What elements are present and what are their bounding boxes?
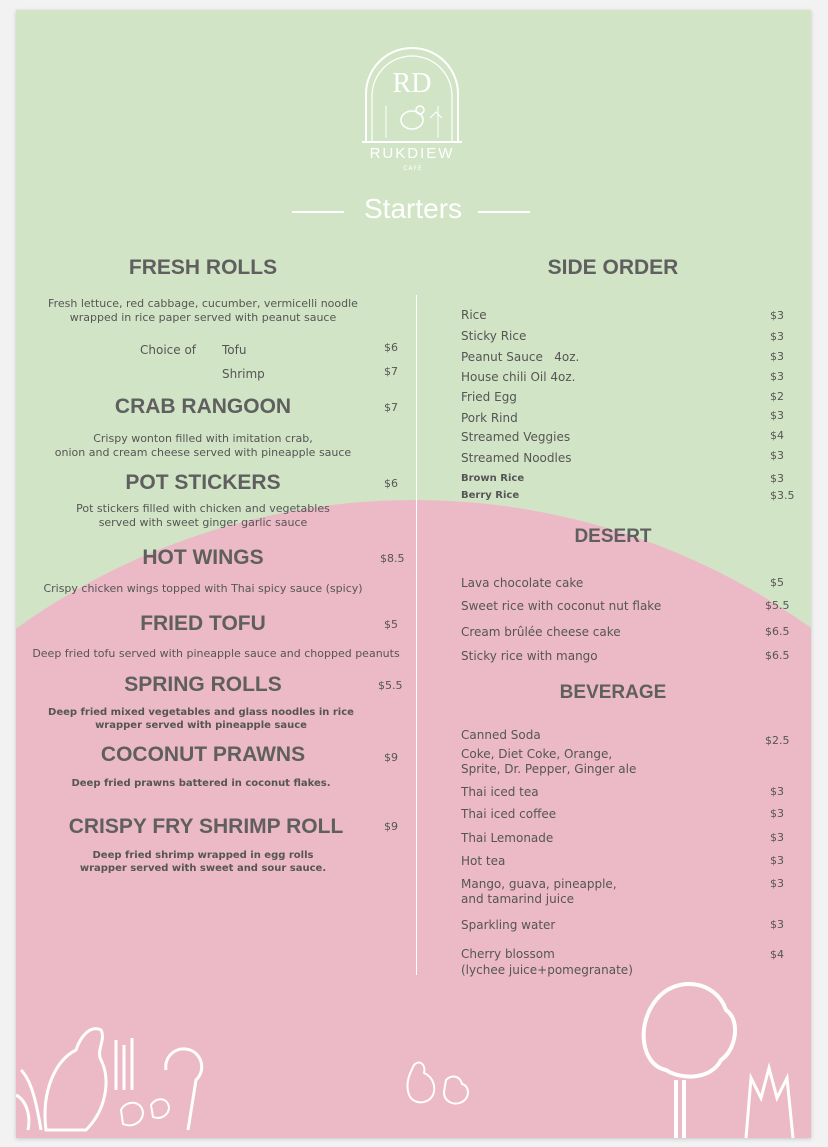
fresh-rolls-desc-line2: wrapped in rice paper served with peanut sauce [69,311,337,324]
side-item-name: Berry Rice [461,490,520,501]
side-item-name: Rice [461,308,487,322]
pot-stickers-price: $6 [384,477,398,490]
tree-illustration-icon [616,970,811,1138]
hot-wings-price: $8.5 [380,552,405,565]
beverage-item-name: Thai iced tea [461,785,539,799]
side-item-price: $3 [770,449,784,462]
soda-price: $2.5 [765,734,790,747]
shrimp-roll-desc-line1: Deep fried shrimp wrapped in egg rolls [92,850,314,861]
beverage-item-price: $3 [770,807,784,820]
side-item-name: House chili Oil 4oz. [461,370,576,384]
juice-price: $3 [770,877,784,890]
shrimp-roll-description [16,849,390,875]
pot-stickers-description [16,502,390,530]
column-divider [416,295,417,975]
fresh-rolls-tofu-price: $6 [384,341,398,354]
desert-item-price: $5 [770,576,784,589]
beverage-item-price: $3 [770,785,784,798]
side-item-price: $4 [770,429,784,442]
side-item-price: $3 [770,370,784,383]
fresh-rolls-option-shrimp: Shrimp [222,367,265,381]
side-item-price: $2 [770,390,784,403]
cafe-name: RUKDIEW [369,145,455,162]
cafe-subtitle: CAFE [403,165,423,172]
beverage-item-price: $3 [770,854,784,867]
coconut-prawns-description: Deep fried prawns battered in coconut flakes. [71,778,331,789]
side-item-price: $3 [770,409,784,422]
side-order-heading: SIDE ORDER [547,256,679,279]
spring-rolls-description [16,706,386,732]
beverage-heading: BEVERAGE [559,682,667,703]
beverage-item-name: Hot tea [461,854,506,868]
desert-item-price: $6.5 [765,625,790,638]
shrimp-roll-heading: CRISPY FRY SHRIMP ROLL [68,815,344,838]
coconut-prawns-heading: COCONUT PRAWNS [100,743,306,766]
chickens-illustration-icon [406,1055,476,1115]
soda-options-line1: Coke, Diet Coke, Orange, [461,747,613,761]
fresh-rolls-shrimp-price: $7 [384,365,398,378]
side-item-name: Streamed Veggies [461,430,571,444]
crab-rangoon-desc-line2: onion and cream cheese served with pineapple sauce [54,446,352,459]
side-item-name: Fried Egg [461,390,517,404]
beverage-item-name: Thai Lemonade [461,831,554,845]
soda-name: Canned Soda [461,728,541,742]
pot-stickers-desc-line2: served with sweet ginger garlic sauce [98,516,308,529]
beverage-item-price: $3 [770,831,784,844]
fried-tofu-price: $5 [384,618,398,631]
side-item-name: Pork Rind [461,411,518,425]
fresh-rolls-option-tofu: Tofu [222,343,247,357]
juice-line2: and tamarind juice [461,892,575,906]
crab-rangoon-price: $7 [384,401,398,414]
side-item-name: Streamed Noodles [461,451,572,465]
pot-stickers-desc-line1: Pot stickers filled with chicken and vegetables [76,502,330,515]
page-title: Starters [363,193,463,224]
beverage-item-name: Thai iced coffee [461,807,557,821]
desert-item-name: Sticky rice with mango [461,649,598,663]
fresh-rolls-description [16,297,390,325]
title-line-right [478,211,530,213]
desert-item-price: $5.5 [765,599,790,612]
desert-item-name: Lava chocolate cake [461,576,584,590]
fresh-rolls-choice-label: Choice of [140,343,197,357]
shrimp-roll-price: $9 [384,820,398,833]
juice-line1: Mango, guava, pineapple, [461,877,617,891]
cherry-blossom-line2: (lychee juice+pomegranate) [461,963,633,977]
crab-rangoon-heading: CRAB RANGOON [114,395,292,418]
soda-options-line2: Sprite, Dr. Pepper, Ginger ale [461,762,637,776]
desert-item-name: Sweet rice with coconut nut flake [461,599,662,613]
sparkling-water-price: $3 [770,918,784,931]
side-item-price: $3.5 [770,489,795,502]
shrimp-roll-desc-line2: wrapper served with sweet and sour sauce. [79,863,327,874]
pink-arc-background [16,10,811,1138]
spring-rolls-price: $5.5 [378,679,403,692]
coconut-prawns-price: $9 [384,751,398,764]
side-item-price: $3 [770,472,784,485]
side-item-price: $3 [770,330,784,343]
spring-rolls-heading: SPRING ROLLS [124,673,282,696]
desert-item-name: Cream brûlée cheese cake [461,625,621,639]
side-item-name: Brown Rice [461,473,525,484]
sparkling-water-name: Sparkling water [461,918,556,932]
side-item-name: Sticky Rice [461,329,527,343]
desert-heading: DESERT [574,526,652,547]
menu-page [16,10,811,1138]
side-item-name: Peanut Sauce 4oz. [461,350,580,364]
hot-wings-heading: HOT WINGS [142,546,264,569]
fried-tofu-heading: FRIED TOFU [140,612,266,635]
fresh-rolls-desc-line1: Fresh lettuce, red cabbage, cucumber, vermicelli noodle [48,297,358,310]
side-item-price: $3 [770,309,784,322]
pot-stickers-heading: POT STICKERS [125,471,281,494]
rooster-illustration-icon [16,1000,216,1138]
hot-wings-description: Crispy chicken wings topped with Thai spicy sauce (spicy) [43,582,363,595]
crab-rangoon-desc-line1: Crispy wonton filled with imitation crab, [93,432,313,445]
fried-tofu-description: Deep fried tofu served with pineapple sauce and chopped peanuts [32,647,400,660]
fresh-rolls-heading: FRESH ROLLS [128,256,278,279]
cherry-blossom-line1: Cherry blossom [461,947,555,961]
cherry-blossom-price: $4 [770,948,784,961]
logo-monogram: RD [392,68,432,99]
spring-rolls-desc-line1: Deep fried mixed vegetables and glass noodles in rice [48,707,354,718]
desert-item-price: $6.5 [765,649,790,662]
crab-rangoon-description [16,432,390,460]
side-item-price: $3 [770,350,784,363]
spring-rolls-desc-line2: wrapper served with pineapple sauce [95,720,307,731]
